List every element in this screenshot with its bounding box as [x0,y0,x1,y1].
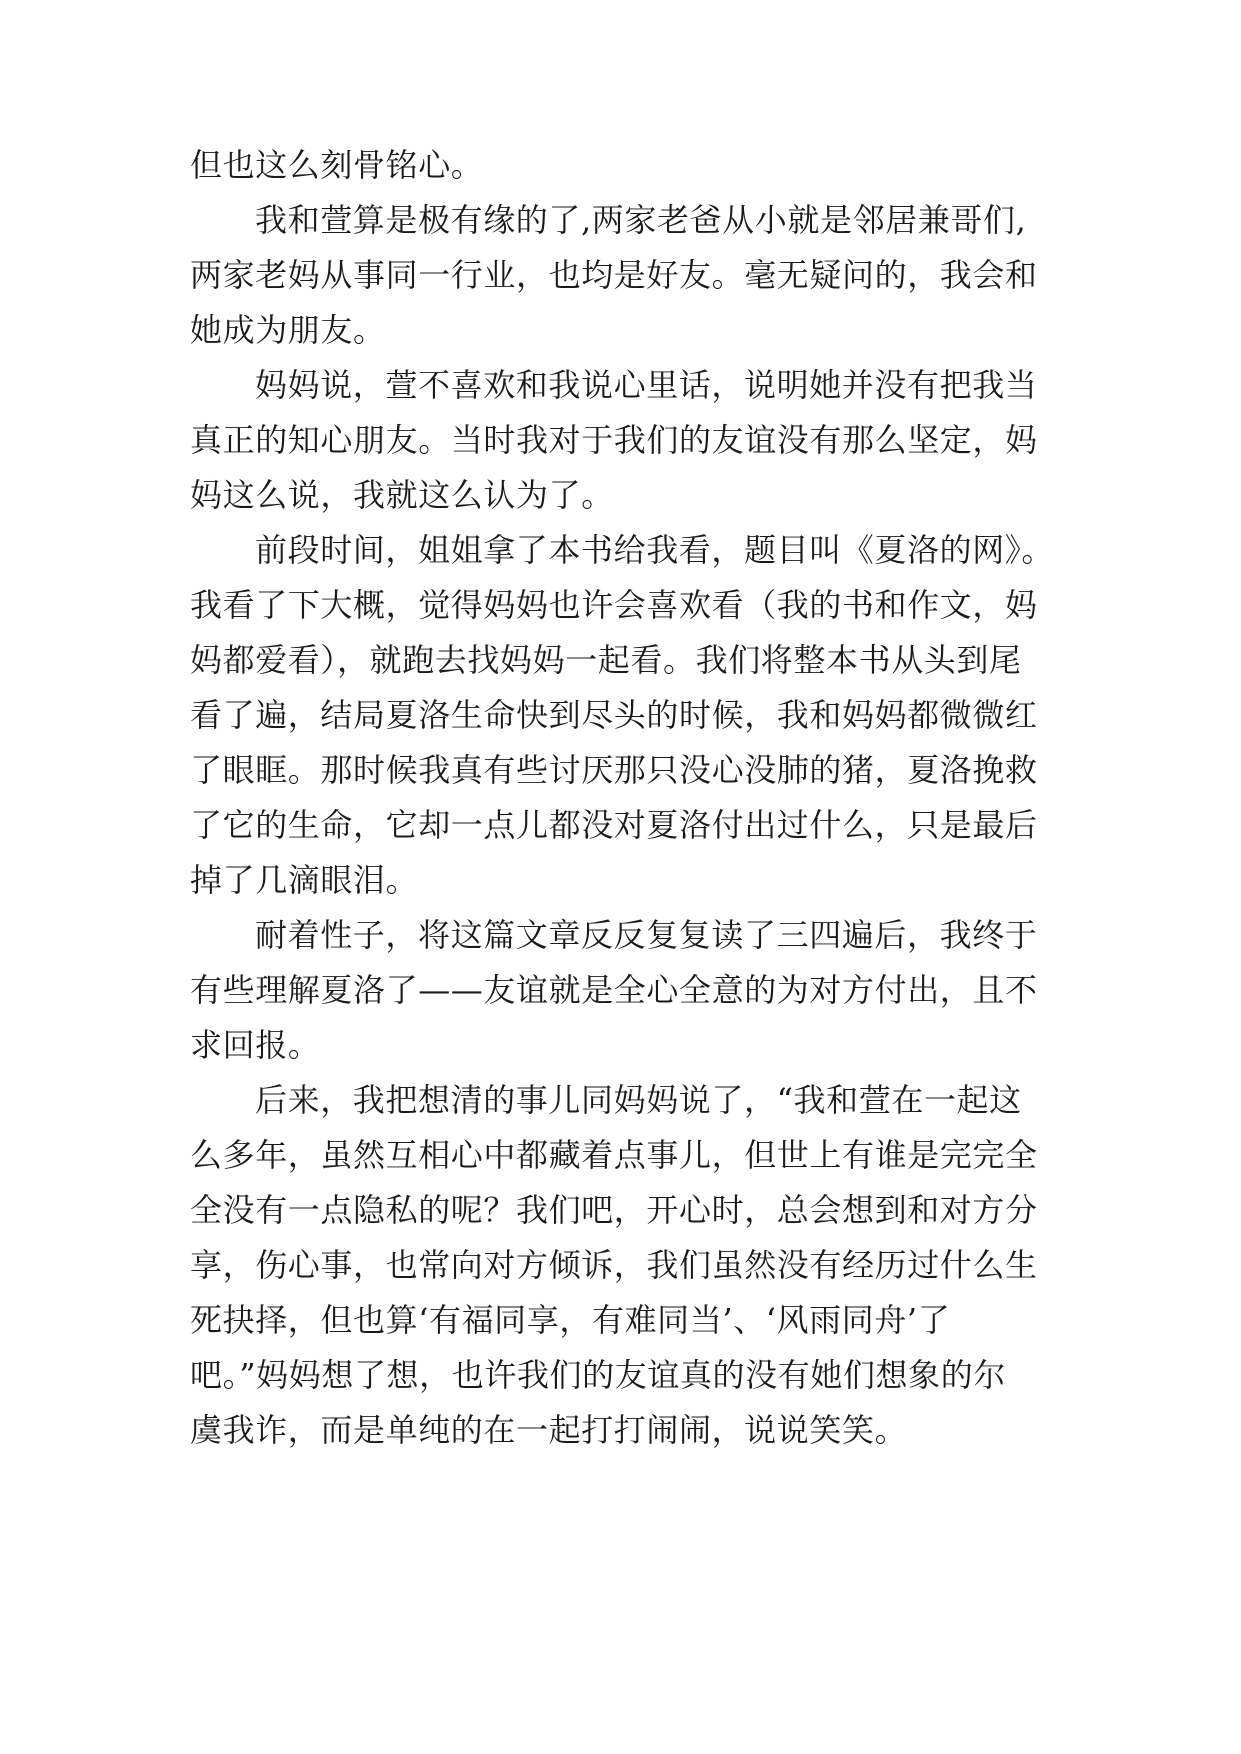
text-line: 前段时间，姐姐拿了本书给我看，题目叫《夏洛的网》。 [255,531,1055,569]
text-line: 死抉择，但也算‘有福同享，有难同当’、‘风雨同舟’了 [190,1301,951,1339]
text-line: 她成为朋友。 [190,311,386,349]
text-line: 妈妈说，萱不喜欢和我说心里话，说明她并没有把我当 [255,366,1038,404]
text-line: 但也这么刻骨铭心。 [190,146,484,184]
text-line: 了它的生命，它却一点儿都没对夏洛付出过什么，只是最后 [190,806,1038,844]
text-line: 求回报。 [190,1026,321,1064]
text-line: 后来，我把想清的事儿同妈妈说了，“我和萱在一起这 [255,1081,1022,1119]
text-line: 有些理解夏洛了——友谊就是全心全意的为对方付出，且不 [190,971,1038,1009]
text-line: 虞我诈，而是单纯的在一起打打闹闹，说说笑笑。 [190,1411,908,1449]
text-line: 掉了几滴眼泪。 [190,861,419,899]
text-line: 妈这么说，我就这么认为了。 [190,476,614,514]
text-line: 吧。”妈妈想了想，也许我们的友谊真的没有她们想象的尔 [190,1356,1006,1394]
text-line: 了眼眶。那时候我真有些讨厌那只没心没肺的猪，夏洛挽救 [190,751,1038,789]
text-line: 两家老妈从事同一行业，也均是好友。毫无疑问的，我会和 [190,256,1038,294]
text-line: 看了遍，结局夏洛生命快到尽头的时候，我和妈妈都微微红 [190,696,1038,734]
text-line: 么多年，虽然互相心中都藏着点事儿，但世上有谁是完完全 [190,1136,1038,1174]
text-line: 我看了下大概，觉得妈妈也许会喜欢看（我的书和作文，妈 [190,586,1038,624]
text-line: 耐着性子，将这篇文章反反复复读了三四遍后，我终于 [255,916,1038,954]
text-line: 妈都爱看），就跑去找妈妈一起看。我们将整本书从头到尾 [190,641,1022,679]
text-line: 享，伤心事，也常向对方倾诉，我们虽然没有经历过什么生 [190,1246,1038,1284]
text-line: 全没有一点隐私的呢？我们吧，开心时，总会想到和对方分 [190,1191,1038,1229]
text-line: 真正的知心朋友。当时我对于我们的友谊没有那么坚定，妈 [190,421,1038,459]
text-line: 我和萱算是极有缘的了,两家老爸从小就是邻居兼哥们, [255,201,1027,239]
